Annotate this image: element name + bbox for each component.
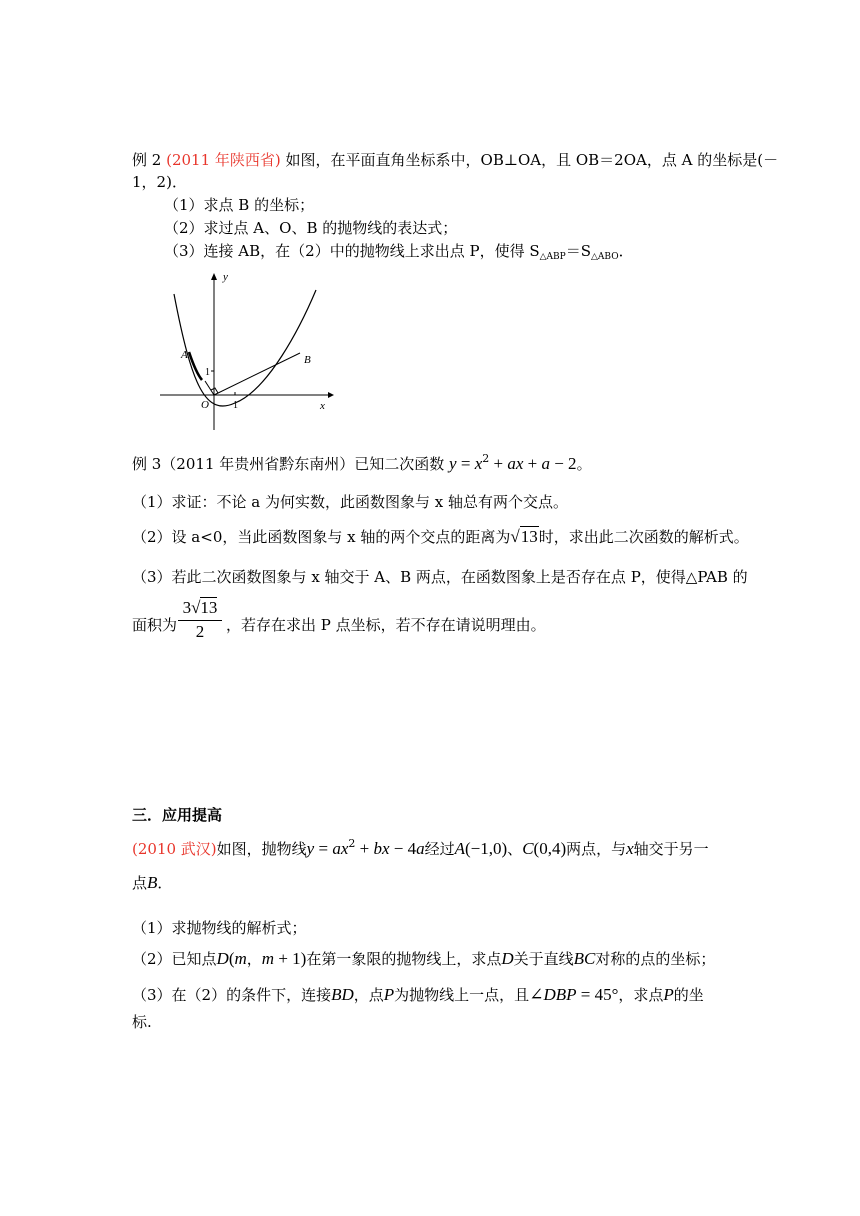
example3-equation: $y = x^2$ + ax + a − 2 (449, 452, 577, 473)
example3-question-3-line1: （3）若此二次函数图象与 x 轴交于 A、B 两点，在函数图象上是否存在点 P，使得△PAB 的 (132, 568, 748, 586)
x-unit-label: 1 (233, 400, 238, 411)
y-axis-label: y (223, 271, 228, 283)
section3-line2: 点B． (132, 873, 173, 892)
segment-oa (205, 381, 214, 395)
example2-line2: 1，2)． (132, 173, 187, 191)
section3-question-3-line2: 标. (132, 1013, 152, 1031)
example3-line1: 例 3（2011 年贵州省黔东南州）已知二次函数 $y = x^2$ + ax + a − 2。 (132, 452, 592, 473)
example3-question-1: （1）求证：不论 a 为何实数，此函数图象与 x 轴总有两个交点。 (132, 493, 569, 511)
point-b-label: B (304, 354, 311, 366)
example2-line1 (132, 150, 778, 170)
example2-text: 如图，在平面直角坐标系中，OB⊥OA，且 OB＝2OA，点 A 的坐标是(－ (285, 151, 779, 169)
example3-question-2: （2）设 a<0，当此函数图象与 x 轴的两个交点的距离为√13时，求出此二次函数的解析式。 (132, 527, 749, 546)
example2-question-3: （3）连接 AB，在（2）中的抛物线上求出点 P，使得 $S_{\triangle ABP}=S_{\triangle ABO}$． (164, 242, 634, 262)
y-axis-arrow (211, 273, 217, 280)
section3-question-1: （1）求抛物线的解析式； (132, 919, 307, 937)
section3-line1: (2010 武汉)如图，抛物线$y = ax^2$ + bx − 4a经过A(−1,0)、C(0,4)两点，与x轴交于另一 (132, 837, 709, 858)
origin-label: O (201, 399, 209, 411)
sqrt-13: √13 (510, 527, 538, 546)
example2-label: 例 2 (132, 151, 162, 169)
x-axis-arrow (328, 392, 334, 398)
x-axis-label: x (320, 400, 325, 412)
segment-ob (214, 353, 300, 395)
example2-source: (2011 年陕西省) (166, 151, 281, 169)
example2-question-1: （1）求点 B 的坐标； (164, 196, 315, 214)
section3-question-2: （2）已知点D(m，m + 1)在第一象限的抛物线上，求点D关于直线BC对称的点的坐标； (132, 949, 716, 968)
example2-question-2: （2）求过点 A、O、B 的抛物线的表达式； (164, 219, 458, 237)
fraction-3sqrt13-over-2: 3√13 2 (178, 598, 222, 643)
document-page: 例 2 (2011 年陕西省) 如图，在平面直角坐标系中，OB⊥OA，且 OB＝2OA，点 A 的坐标是(－ 1，2)． （1）求点 B 的坐标； （2）求过点 A、O、B 的抛物线的表达式； （3）连接 AB，在（2）中的抛物线上求出点 P，使得 $S_{\triangle ABP}=S_{\triangle ABO}$． y x O A B 1 1 例 3（2011 年贵州省黔东南州）已知二次函数 $y = x^2$ + ax + a − 2。 （1）求证：不论 a 为何实数，此函数图象与 x 轴总有两个交点。 （2）设 a<0，当此函数图象与 x 轴的两个交点的距离为√13时，求出此二次函数的解析式。 （3）若此二次函数图象与 x 轴交于 A、B 两点，在函数图象上是否存在点 P，使得△PAB 的 面积为 3√13 2 ，若存在求出 P 点坐标，若不存在请说明理由。 三．应用提高 (2010 武汉)如图，抛物线$y = ax^2$ + bx − 4a经过A(−1,0)、C(0,4)两点，与x轴交于另一 点B． （1）求抛物线的解析式； （2）已知点D(m，m + 1)在第一象限的抛物线上，求点D关于直线BC对称的点的坐标； （3）在（2）的条件下，连接BD，点P为抛物线上一点，且∠DBP = 45°，求点P的坐 标. (132, 151, 779, 1031)
y-unit-label: 1 (205, 367, 210, 378)
parabola-figure (150, 268, 350, 433)
section3-question-3: （3）在（2）的条件下，连接BD，点P为抛物线上一点，且∠DBP = 45°，求点P的坐 (132, 985, 704, 1004)
point-a-label: A (181, 349, 188, 361)
section-heading: 三．应用提高 (132, 806, 223, 824)
parabola-curve (174, 290, 316, 406)
